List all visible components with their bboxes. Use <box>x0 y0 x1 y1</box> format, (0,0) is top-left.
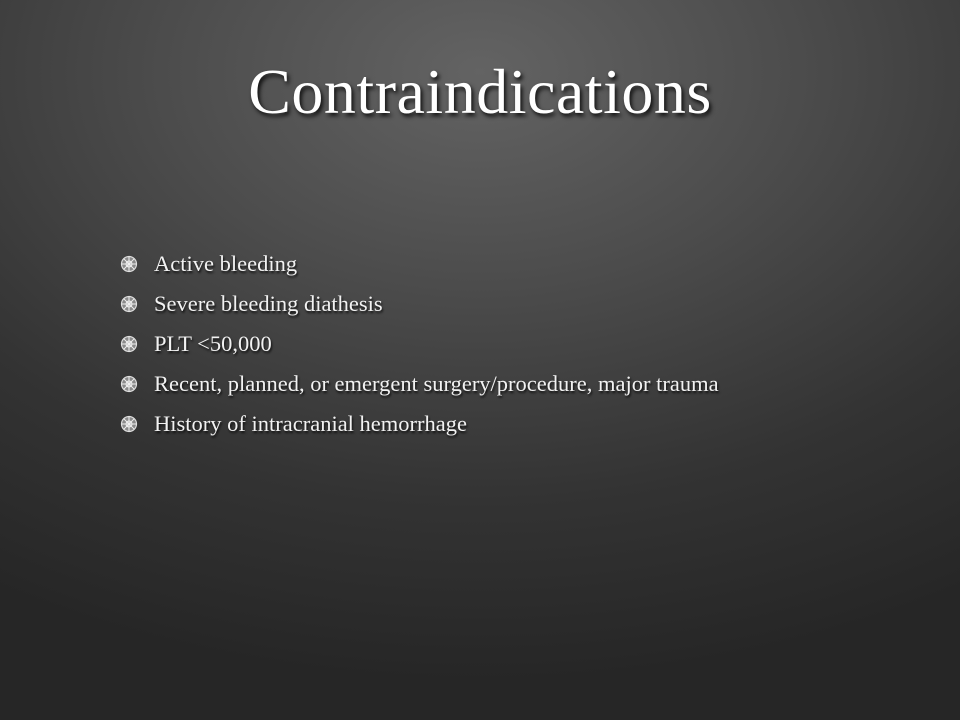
wheel-bullet-icon <box>120 415 138 433</box>
bullet-item <box>120 284 920 324</box>
bullet-list <box>120 244 920 444</box>
wheel-bullet-icon <box>120 375 138 393</box>
bullet-text: Recent, planned, or emergent surgery/procedure, major trauma <box>154 371 719 396</box>
bullet-text: Severe bleeding diathesis <box>154 291 383 316</box>
wheel-bullet-icon <box>120 255 138 273</box>
wheel-bullet-icon <box>120 295 138 313</box>
bullet-text: Active bleeding <box>154 251 298 276</box>
bullet-item <box>120 244 920 284</box>
bullet-text: PLT <50,000 <box>154 331 272 356</box>
bullet-item <box>120 364 920 404</box>
slide-title: Contraindications <box>248 56 712 127</box>
bullet-item <box>120 404 920 444</box>
bullet-text: History of intracranial hemorrhage <box>154 411 468 436</box>
bullet-item <box>120 324 920 364</box>
wheel-bullet-icon <box>120 335 138 353</box>
